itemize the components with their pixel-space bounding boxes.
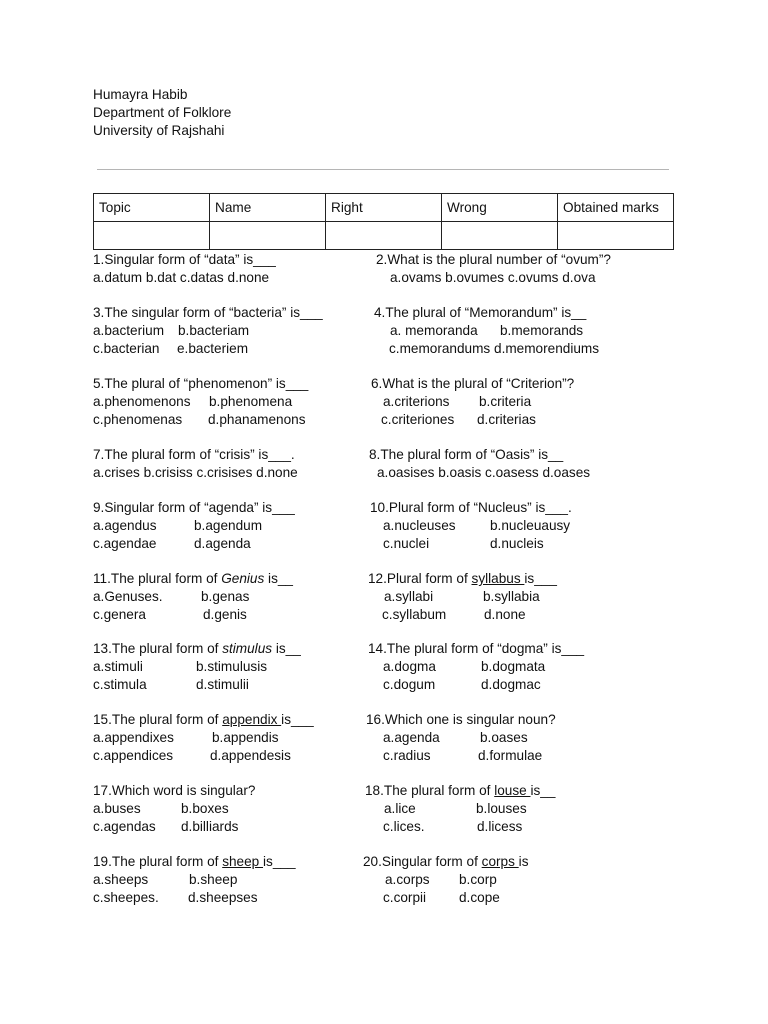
option-c: c.bacterian	[93, 341, 160, 356]
question-stem: 14.The plural form of “dogma” is___	[368, 641, 585, 656]
question-stem: 3.The singular form of “bacteria” is___	[93, 305, 323, 320]
question-stem: 20.Singular form of corps is	[363, 854, 529, 869]
question-stem: 9.Singular form of “agenda” is___	[93, 500, 295, 515]
marks-table-header-row	[94, 194, 674, 222]
question-9	[93, 499, 363, 553]
question-stem: 7.The plural form of “crisis” is___.	[93, 447, 295, 462]
question-6	[371, 375, 661, 429]
option-c: c.genera	[93, 607, 146, 622]
question-stem: 8.The plural form of “Oasis” is__	[369, 447, 564, 462]
question-18	[365, 782, 655, 836]
option-b: b.memorands	[500, 323, 584, 338]
option-a: a.criterions	[383, 394, 450, 409]
marks-table	[93, 193, 674, 250]
question-15	[93, 711, 363, 765]
option-a: a.lice	[384, 801, 416, 816]
question-stem: 4.The plural of “Memorandum” is__	[374, 305, 587, 320]
horizontal-divider	[97, 169, 669, 170]
option-b: b.oases	[480, 730, 528, 745]
column-header-obtained-marks: Obtained marks	[558, 194, 674, 222]
author-header	[93, 86, 231, 140]
option-a: a.agendus	[93, 518, 157, 533]
option-a: a.agenda	[383, 730, 440, 745]
option-d: d.licess	[477, 819, 523, 834]
option-a: a.buses	[93, 801, 141, 816]
column-header-name: Name	[210, 194, 326, 222]
option-c: c.syllabum	[382, 607, 447, 622]
column-header-right: Right	[326, 194, 442, 222]
option-c: c.radius	[383, 748, 431, 763]
option-d: d.agenda	[194, 536, 251, 551]
option-c: c.dogum	[383, 677, 436, 692]
option-d: d.dogmac	[481, 677, 541, 692]
option-d: d.stimulii	[196, 677, 249, 692]
option-c: c.agendae	[93, 536, 157, 551]
option-c-d: c.memorandums d.memorendiums	[389, 341, 600, 356]
right-cell[interactable]	[326, 222, 442, 250]
marks-table-entry-row	[94, 222, 674, 250]
question-options: a.oasises b.oasis c.oasess d.oases	[377, 465, 591, 480]
question-7	[93, 446, 298, 482]
question-stem: 10.Plural form of “Nucleus” is___.	[370, 500, 572, 515]
option-c: c.nuclei	[383, 536, 430, 551]
option-a: a.stimuli	[93, 659, 143, 674]
question-8	[369, 446, 590, 482]
question-stem: 19.The plural form of sheep is___	[93, 854, 296, 869]
question-13	[93, 640, 363, 694]
option-a: a.nucleuses	[383, 518, 456, 533]
option-a: a.phenomenons	[93, 394, 191, 409]
question-19	[93, 853, 363, 907]
question-2	[376, 251, 611, 287]
option-c: c.stimula	[93, 677, 147, 692]
option-c: c.appendices	[93, 748, 174, 763]
question-20	[363, 853, 653, 907]
wrong-cell[interactable]	[442, 222, 558, 250]
option-d: d.billiards	[181, 819, 239, 834]
university-name: University of Rajshahi	[93, 123, 225, 138]
question-options: a.ovams b.ovumes c.ovums d.ova	[390, 270, 596, 285]
column-header-topic: Topic	[94, 194, 210, 222]
option-b: b.corp	[459, 872, 497, 887]
option-a: a.Genuses.	[93, 589, 163, 604]
question-options: a.datum b.dat c.datas d.none	[93, 270, 270, 285]
option-b: b.nucleuausy	[490, 518, 571, 533]
question-14	[368, 640, 658, 694]
option-d: d.formulae	[478, 748, 543, 763]
option-a: a.dogma	[383, 659, 436, 674]
question-stem: 6.What is the plural of “Criterion”?	[371, 376, 575, 391]
question-stem: 15.The plural form of appendix is___	[93, 712, 314, 727]
option-d: d.criterias	[477, 412, 536, 427]
option-d: d.genis	[203, 607, 247, 622]
option-c: c.agendas	[93, 819, 156, 834]
question-stem: 5.The plural of “phenomenon” is___	[93, 376, 309, 391]
option-a: a. memoranda	[390, 323, 478, 338]
option-b: b.genas	[201, 589, 250, 604]
column-header-wrong: Wrong	[442, 194, 558, 222]
question-17	[93, 782, 363, 836]
option-a: a.appendixes	[93, 730, 174, 745]
option-b: b.criteria	[479, 394, 532, 409]
department-name: Department of Folklore	[93, 105, 232, 120]
option-b: b.bacteriam	[178, 323, 250, 338]
question-options: a.crises b.crisiss c.crisises d.none	[93, 465, 298, 480]
option-c: c.sheepes.	[93, 890, 159, 905]
option-b: b.appendis	[212, 730, 279, 745]
question-3	[93, 304, 363, 358]
option-a: a.bacterium	[93, 323, 165, 338]
question-stem: 18.The plural form of louse is__	[365, 783, 556, 798]
question-stem: 16.Which one is singular noun?	[366, 712, 556, 727]
option-c: c.lices.	[383, 819, 425, 834]
option-c: c.criteriones	[381, 412, 455, 427]
option-a: a.sheeps	[93, 872, 149, 887]
option-c: c.corpii	[383, 890, 427, 905]
option-d: d.cope	[459, 890, 500, 905]
question-stem: 13.The plural form of stimulus is__	[93, 641, 301, 656]
name-cell[interactable]	[210, 222, 326, 250]
author-name: Humayra Habib	[93, 87, 188, 102]
question-stem: 17.Which word is singular?	[93, 783, 256, 798]
option-c: c.phenomenas	[93, 412, 183, 427]
topic-cell[interactable]	[94, 222, 210, 250]
question-16	[366, 711, 656, 765]
question-stem: 11.The plural form of Genius is__	[93, 571, 293, 586]
question-10	[370, 499, 660, 553]
option-b: b.louses	[476, 801, 527, 816]
question-11	[93, 570, 363, 624]
question-1	[93, 251, 276, 287]
option-b: b.boxes	[181, 801, 229, 816]
option-a: a.syllabi	[384, 589, 434, 604]
option-d: d.none	[484, 607, 526, 622]
question-12	[368, 570, 658, 624]
question-stem: 1.Singular form of “data” is___	[93, 252, 276, 267]
option-b: b.dogmata	[481, 659, 546, 674]
question-stem: 2.What is the plural number of “ovum”?	[376, 252, 611, 267]
question-5	[93, 375, 363, 429]
question-stem: 12.Plural form of syllabus is___	[368, 571, 557, 586]
option-b: b.sheep	[189, 872, 238, 887]
obtained-marks-cell[interactable]	[558, 222, 674, 250]
option-b: b.phenomena	[209, 394, 293, 409]
option-a: a.corps	[385, 872, 430, 887]
option-d: d.appendesis	[210, 748, 291, 763]
option-d: e.bacteriem	[177, 341, 249, 356]
question-4	[374, 304, 664, 358]
option-b: b.agendum	[194, 518, 263, 533]
option-b: b.stimulusis	[196, 659, 268, 674]
option-d: d.sheepses	[188, 890, 258, 905]
option-b: b.syllabia	[483, 589, 540, 604]
option-d: d.nucleis	[490, 536, 544, 551]
option-d: d.phanamenons	[208, 412, 306, 427]
